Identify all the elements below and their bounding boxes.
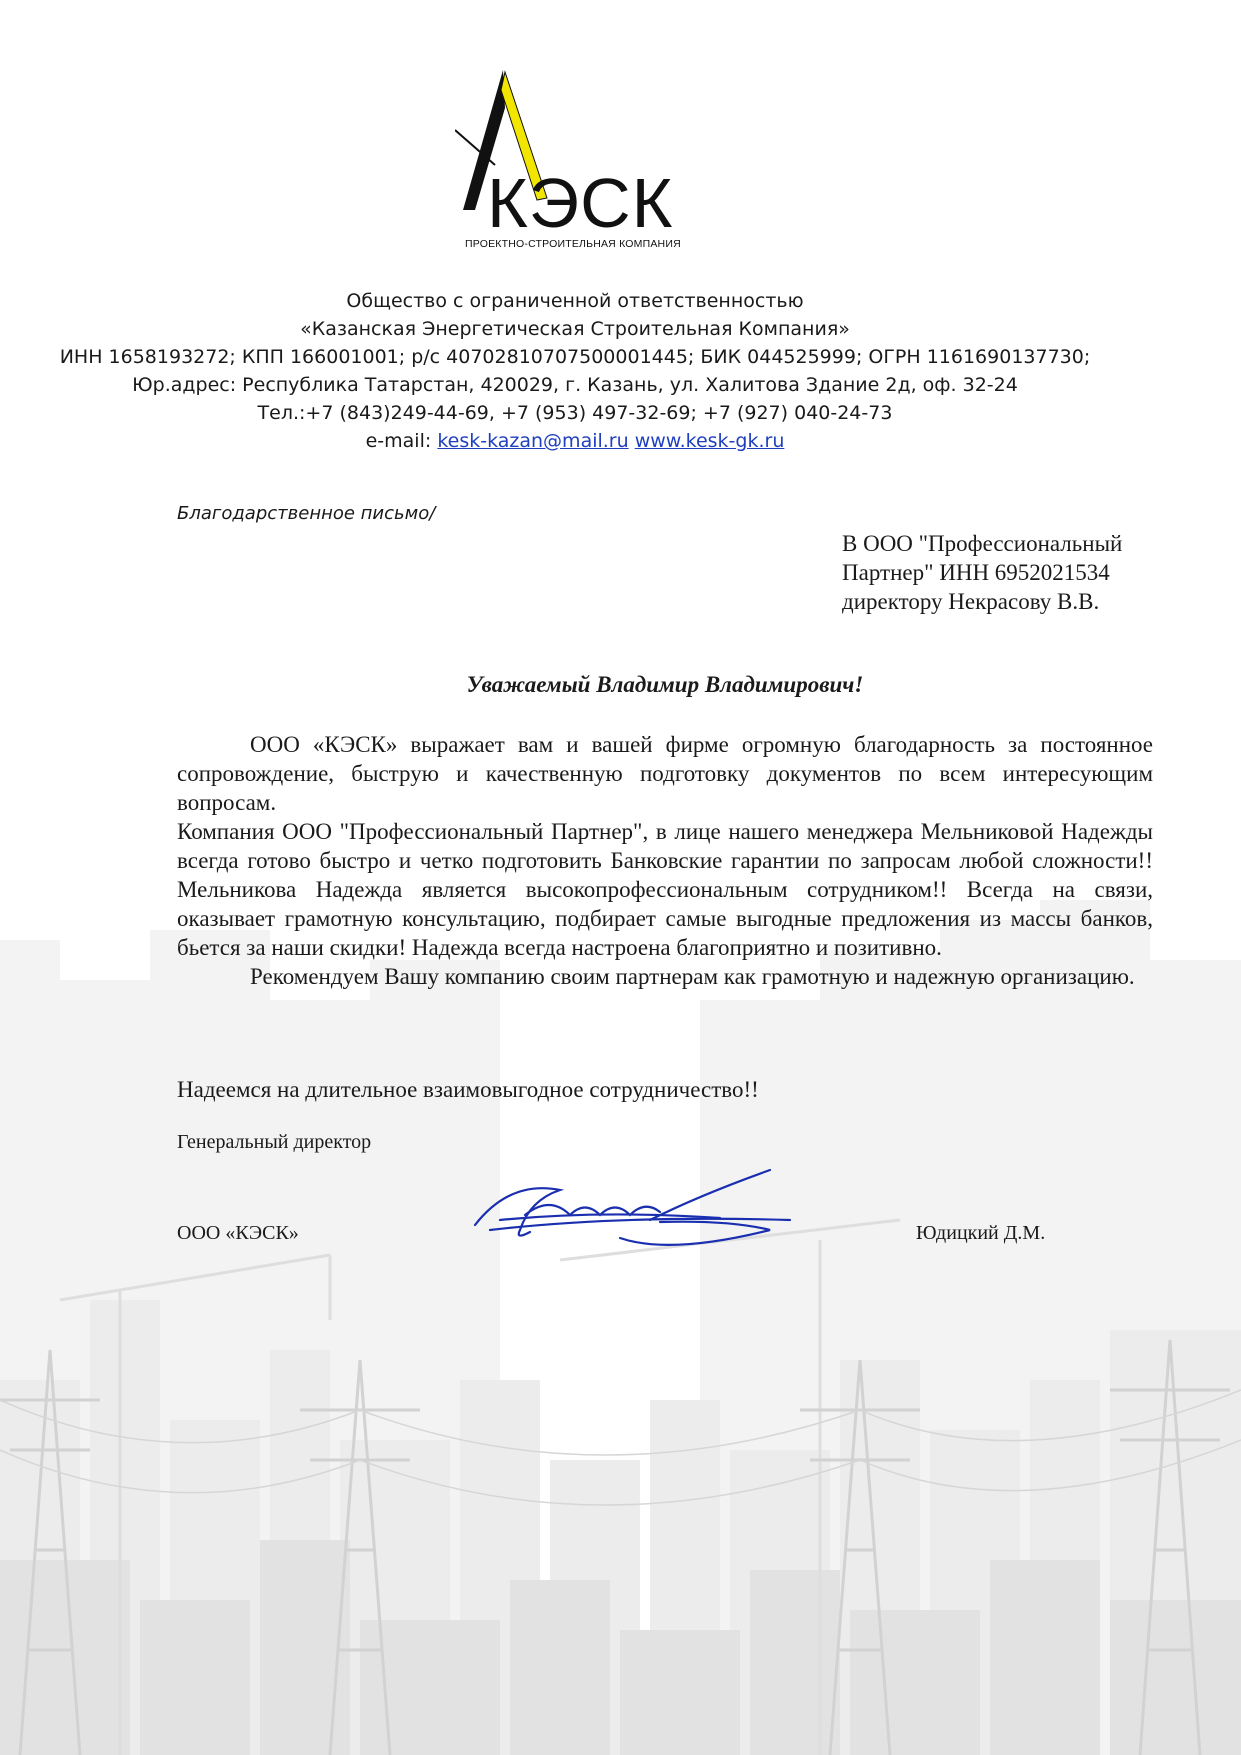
signer-name: Юдицкий Д.М. [916, 1222, 1046, 1244]
letter-body [177, 730, 1153, 991]
recipient-block [842, 529, 1202, 616]
email-label: e-mail: [365, 430, 432, 452]
body-paragraph: Компания ООО "Профессиональный Партнер", в лице нашего менеджера Мельниковой Надежды всегда готово быстро и четко подготовить Банковские гарантии по запросам любой сложности!! Мельникова Надежда является высокопрофессиональным сотрудником!! Всегда на связи, оказывает грамотную консультацию, подбирает самые выгодные предложения из массы банков, бьется за наши скидки! Надежда всегда настроена благоприятно и позитивно. [177, 819, 1153, 960]
company-phones: Тел.:+7 (843)249-44-69, +7 (953) 497-32-69; +7 (927) 040-24-73 [257, 402, 893, 424]
handwritten-signature [470, 1160, 800, 1250]
logo-wordmark: КЭСК [487, 164, 674, 242]
logo-subtitle: ПРОЕКТНО-СТРОИТЕЛЬНАЯ КОМПАНИЯ [465, 238, 681, 250]
body-paragraph: Рекомендуем Вашу компанию своим партнерам как грамотную и надежную организацию. [250, 964, 1135, 989]
signer-company: ООО «КЭСК» [177, 1222, 299, 1244]
signer-position: Генеральный директор [177, 1131, 372, 1153]
document-type: Благодарственное письмо/ [177, 503, 436, 524]
company-contacts [40, 427, 1110, 455]
recipient-line: Партнер" ИНН 6952021534 [842, 560, 1110, 585]
body-paragraph: ООО «КЭСК» выражает вам и вашей фирме огромную благодарность за постоянное сопровождение, быструю и качественную подготовку документов по всем интересующим вопросам. [177, 732, 1153, 815]
company-address: Юр.адрес: Республика Татарстан, 420029, г. Казань, ул. Халитова Здание 2д, оф. 32-24 [132, 374, 1018, 396]
company-header [40, 287, 1110, 455]
company-name: «Казанская Энергетическая Строительная Компания» [300, 318, 850, 340]
email-link[interactable]: kesk-kazan@mail.ru [437, 430, 629, 452]
company-legal-form: Общество с ограниченной ответственностью [346, 290, 804, 312]
recipient-line: В ООО "Профессиональный [842, 531, 1123, 556]
recipient-line: директору Некрасову В.В. [842, 589, 1100, 614]
company-requisites: ИНН 1658193272; КПП 166001001; р/с 40702810707500001445; БИК 044525999; ОГРН 1161690137730; [59, 346, 1091, 368]
greeting: Уважаемый Владимир Владимирович! [466, 672, 864, 697]
closing-line: Надеемся на длительное взаимовыгодное сотрудничество!! [177, 1077, 759, 1102]
website-link[interactable]: www.kesk-gk.ru [634, 430, 785, 452]
